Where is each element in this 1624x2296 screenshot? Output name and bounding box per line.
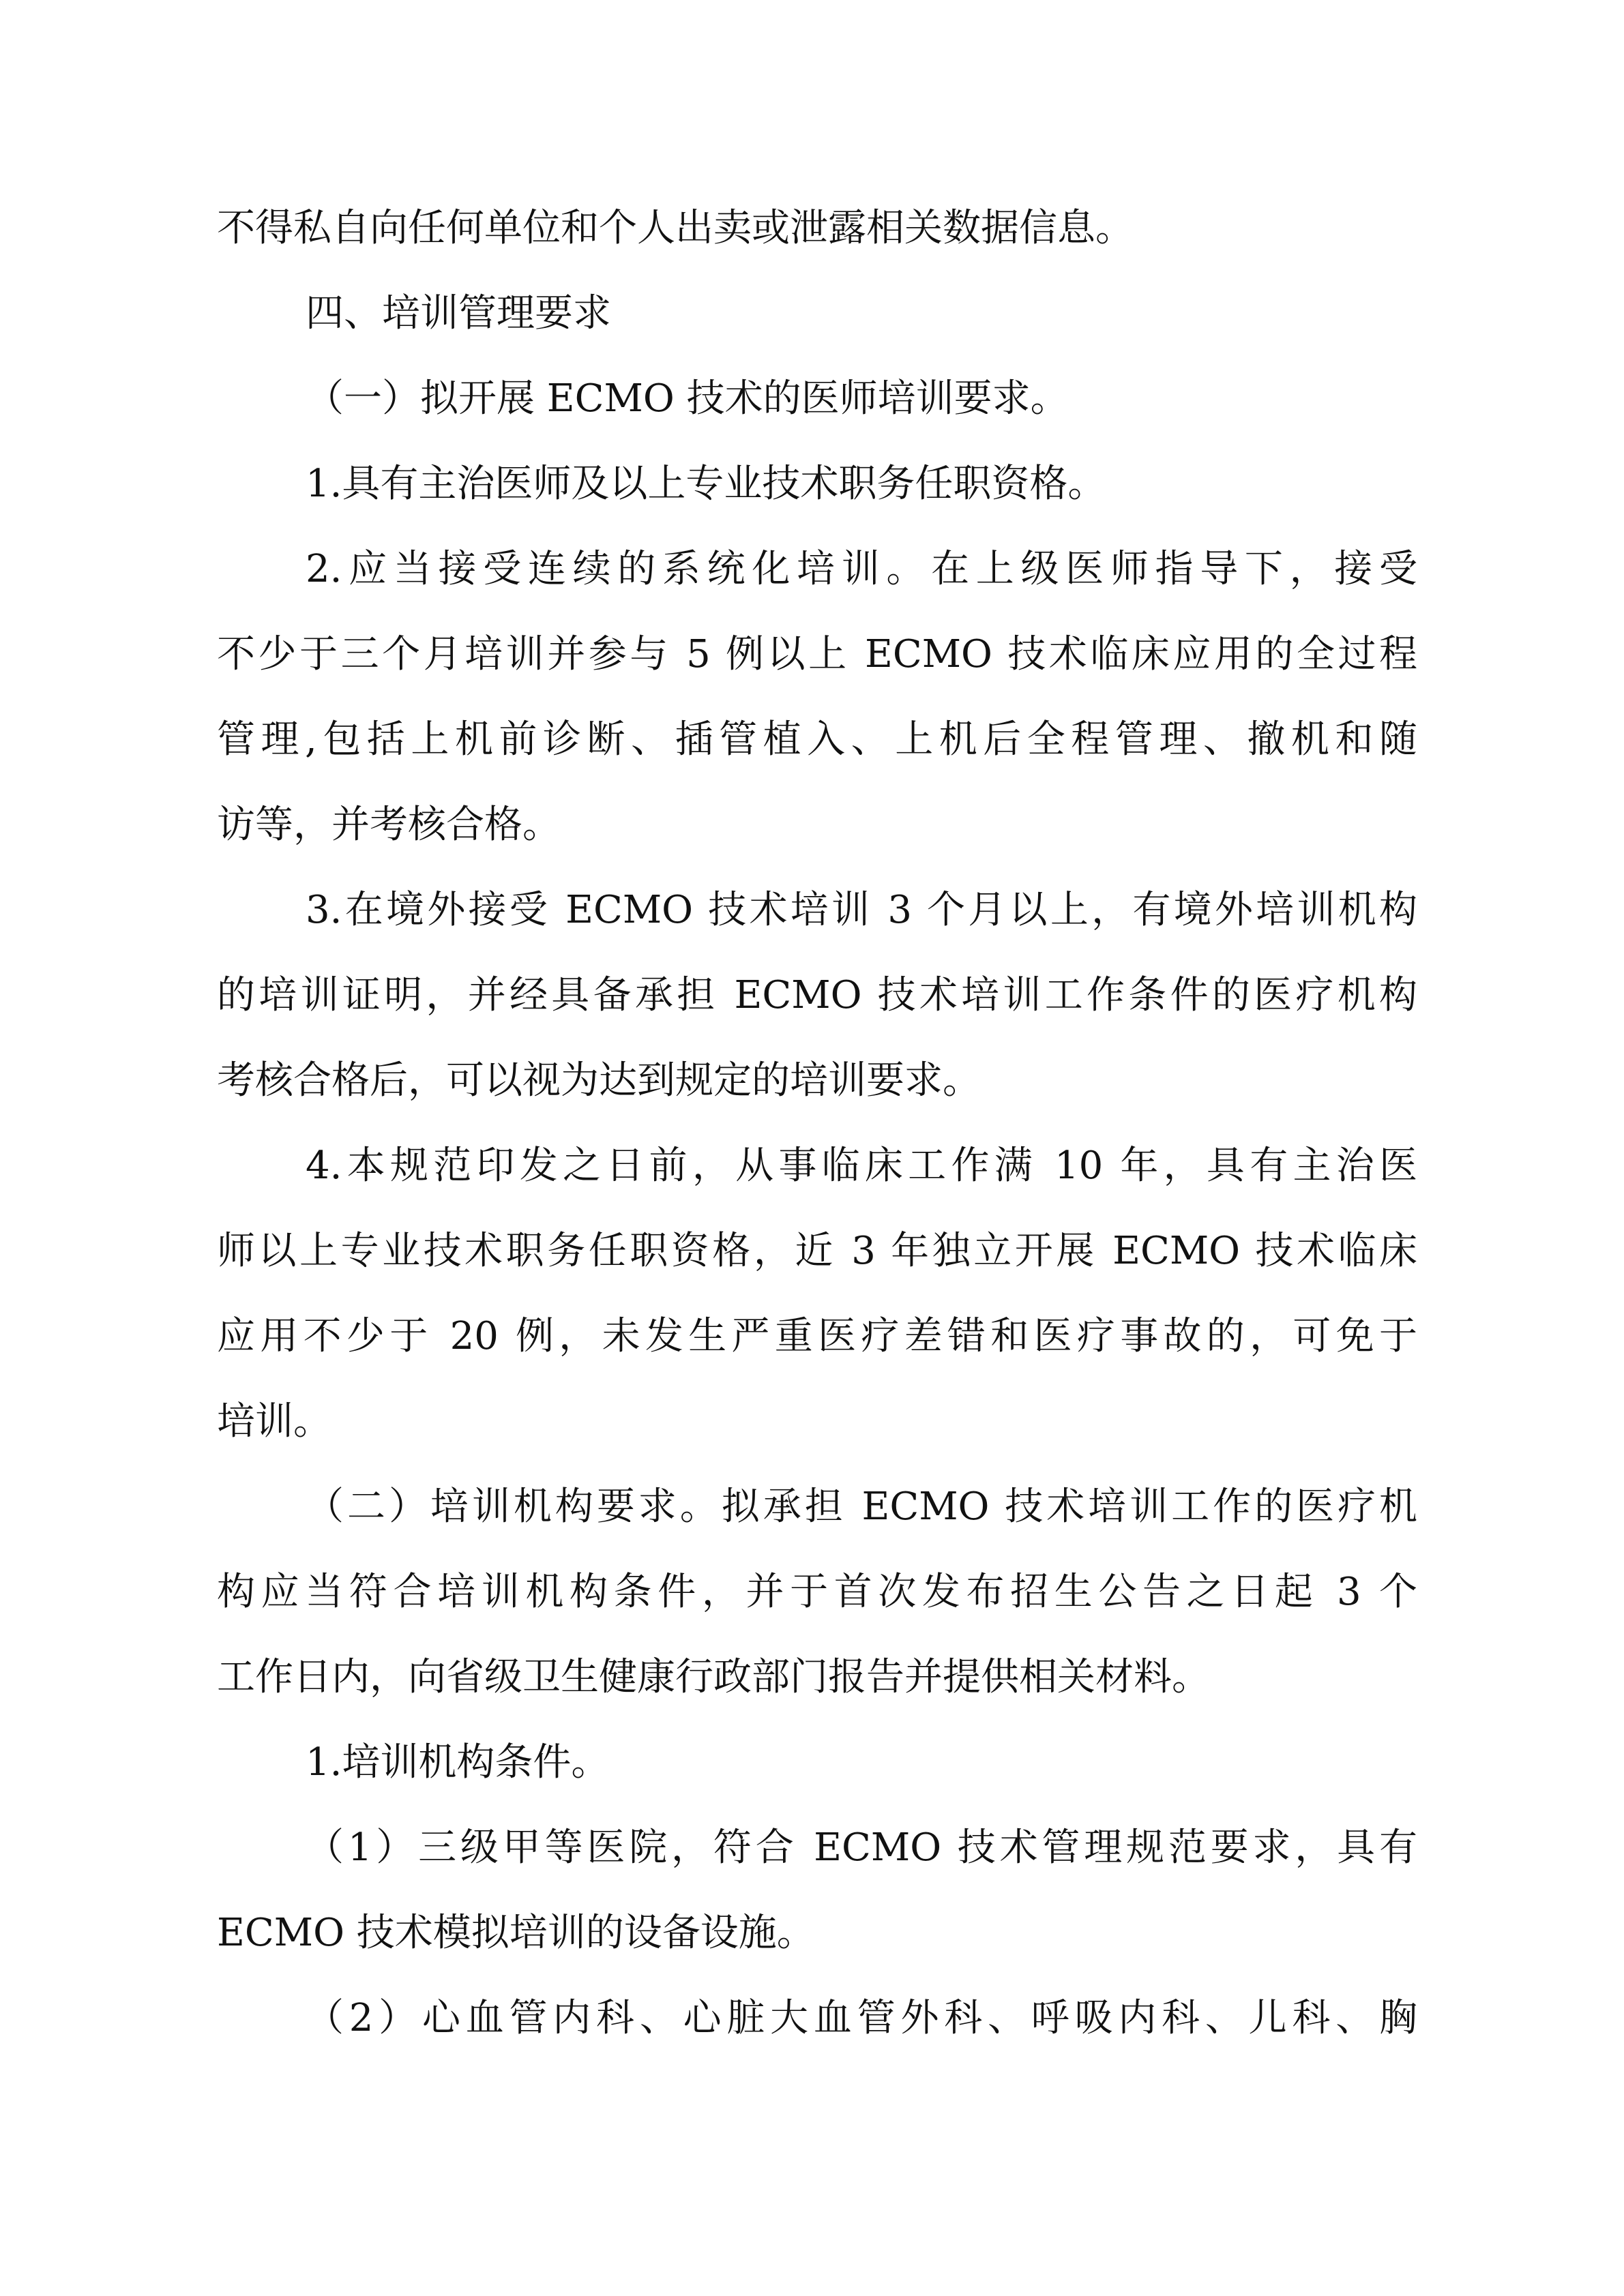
text-line: 考核合格后，可以视为达到规定的培训要求。 xyxy=(217,1058,981,1103)
text-line: 3.在境外接受 ECMO 技术培训 3 个月以上，有境外培训机构 xyxy=(306,888,1417,932)
section-heading: 四、培训管理要求 xyxy=(306,291,611,336)
subsection-heading: （一）拟开展 ECMO 技术的医师培训要求。 xyxy=(306,376,1069,421)
text-line: 培训。 xyxy=(217,1399,331,1444)
subsection-heading: （二）培训机构要求。拟承担 ECMO 技术培训工作的医疗机 xyxy=(306,1485,1417,1529)
text-line: 的培训证明，并经具备承担 ECMO 技术培训工作条件的医疗机构 xyxy=(217,973,1417,1017)
text-line: （1）三级甲等医院，符合 ECMO 技术管理规范要求，具有 xyxy=(306,1825,1417,1870)
text-line: 不得私自向任何单位和个人出卖或泄露相关数据信息。 xyxy=(217,206,1134,250)
text-line: 师以上专业技术职务任职资格，近 3 年独立开展 ECMO 技术临床 xyxy=(217,1229,1417,1273)
text-line: 构应当符合培训机构条件，并于首次发布招生公告之日起 3 个 xyxy=(217,1570,1417,1614)
text-line: 应用不少于 20 例，未发生严重医疗差错和医疗事故的，可免于 xyxy=(217,1314,1417,1358)
text-line: 管理,包括上机前诊断、插管植入、上机后全程管理、撤机和随 xyxy=(217,717,1417,762)
text-line: （2）心血管内科、心脏大血管外科、呼吸内科、儿科、胸 xyxy=(306,1996,1417,2040)
text-line: 工作日内，向省级卫生健康行政部门报告并提供相关材料。 xyxy=(217,1655,1210,1699)
document-body xyxy=(217,185,1417,2061)
text-line: 1.具有主治医师及以上专业技术职务任职资格。 xyxy=(306,462,1106,506)
text-line: ECMO 技术模拟培训的设备设施。 xyxy=(217,1911,815,1955)
text-line: 访等，并考核合格。 xyxy=(217,803,561,847)
text-line: 2.应当接受连续的系统化培训。在上级医师指导下，接受 xyxy=(306,547,1417,591)
text-line: 不少于三个月培训并参与 5 例以上 ECMO 技术临床应用的全过程 xyxy=(217,632,1417,676)
text-line: 1.培训机构条件。 xyxy=(306,1740,610,1785)
text-line: 4.本规范印发之日前，从事临床工作满 10 年，具有主治医 xyxy=(306,1144,1417,1188)
